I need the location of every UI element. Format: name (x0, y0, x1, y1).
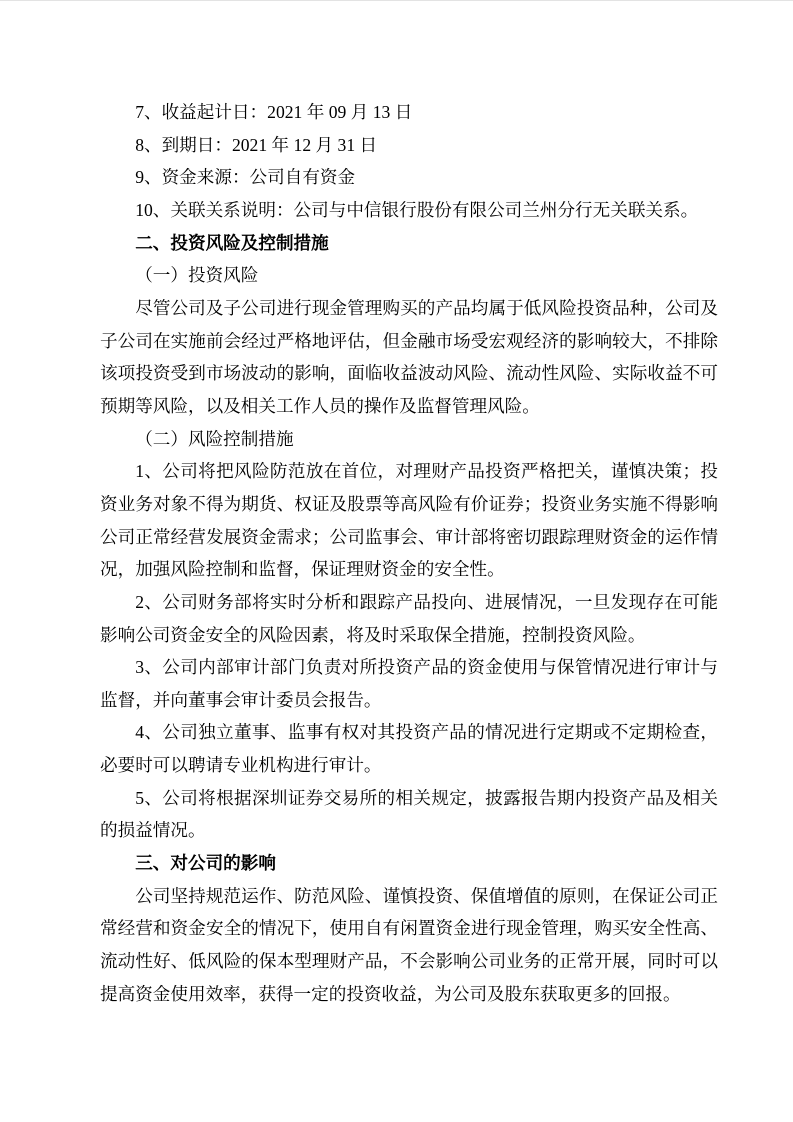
list-item-8 (100, 129, 718, 162)
text-line: 公司坚持规范运作、防范风险、谨慎投资、保值增值的原则，在保证公司正 (135, 885, 718, 906)
text-line: 3、公司内部审计部门负责对所投资产品的资金使用与保管情况进行审计与 (135, 657, 718, 678)
text-line: 该项投资受到市场波动的影响，面临收益波动风险、流动性风险、实际收益不可 (100, 363, 718, 384)
section-heading-3 (100, 847, 718, 880)
text-line: 资业务对象不得为期货、权证及股票等高风险有价证券；投资业务实施不得影响 (100, 493, 718, 514)
paragraph-control-4 (100, 716, 718, 781)
subsection-heading-2 (100, 423, 718, 456)
document-content (100, 96, 718, 1010)
text-line: 尽管公司及子公司进行现金管理购买的产品均属于低风险投资品种，公司及 (135, 297, 718, 318)
text-line: 影响公司资金安全的风险因素，将及时采取保全措施，控制投资风险。 (100, 624, 646, 645)
text-line: 的损益情况。 (100, 820, 206, 841)
text-line: 提高资金使用效率，获得一定的投资收益，为公司及股东获取更多的回报。 (100, 983, 681, 1004)
text-line: 必要时可以聘请专业机构进行审计。 (100, 755, 382, 776)
text-line: 7、收益起计日：2021 年 09 月 13 日 (135, 102, 413, 122)
paragraph-control-1 (100, 455, 718, 586)
section-heading-2 (100, 227, 718, 260)
text-line: 子公司在实施前会经过严格地评估，但金融市场受宏观经济的影响较大，不排除 (100, 330, 718, 351)
text-line: 公司正常经营发展资金需求；公司监事会、审计部将密切跟踪理财资金的运作情 (100, 526, 718, 547)
paragraph-investment-risk (100, 292, 718, 423)
text-line: 常经营和资金安全的情况下，使用自有闲置资金进行现金管理，购买安全性高、 (100, 918, 718, 939)
text-line: 9、资金来源：公司自有资金 (135, 167, 356, 188)
paragraph-control-5 (100, 782, 718, 847)
text-line: （二）风险控制措施 (135, 428, 294, 449)
paragraph-control-3 (100, 651, 718, 716)
text-line: 2、公司财务部将实时分析和跟踪产品投向、进展情况，一旦发现存在可能 (135, 591, 718, 612)
text-line: 监督，并向董事会审计委员会报告。 (100, 689, 382, 710)
text-line: 5、公司将根据深圳证券交易所的相关规定，披露报告期内投资产品及相关 (135, 787, 718, 808)
text-line: 二、投资风险及控制措施 (135, 232, 329, 253)
text-line: 流动性好、低风险的保本型理财产品，不会影响公司业务的正常开展，同时可以 (100, 951, 718, 972)
text-line: 10、关联关系说明：公司与中信银行股份有限公司兰州分行无关联关系。 (135, 199, 699, 220)
text-line: （一）投资风险 (135, 265, 259, 286)
text-line: 预期等风险，以及相关工作人员的操作及监督管理风险。 (100, 395, 540, 416)
subsection-heading-1 (100, 259, 718, 292)
text-line: 1、公司将把风险防范放在首位，对理财产品投资严格把关，谨慎决策；投 (135, 461, 718, 482)
text-line: 况，加强风险控制和监督，保证理财资金的安全性。 (100, 559, 505, 580)
text-line: 4、公司独立董事、监事有权对其投资产品的情况进行定期或不定期检查， (135, 722, 718, 743)
list-item-10 (100, 194, 718, 227)
paragraph-control-2 (100, 586, 718, 651)
text-line: 三、对公司的影响 (135, 853, 276, 874)
paragraph-company-impact (100, 880, 718, 1011)
text-line: 8、到期日：2021 年 12 月 31 日 (135, 134, 378, 155)
list-item-7 (100, 96, 718, 129)
list-item-9 (100, 161, 718, 194)
